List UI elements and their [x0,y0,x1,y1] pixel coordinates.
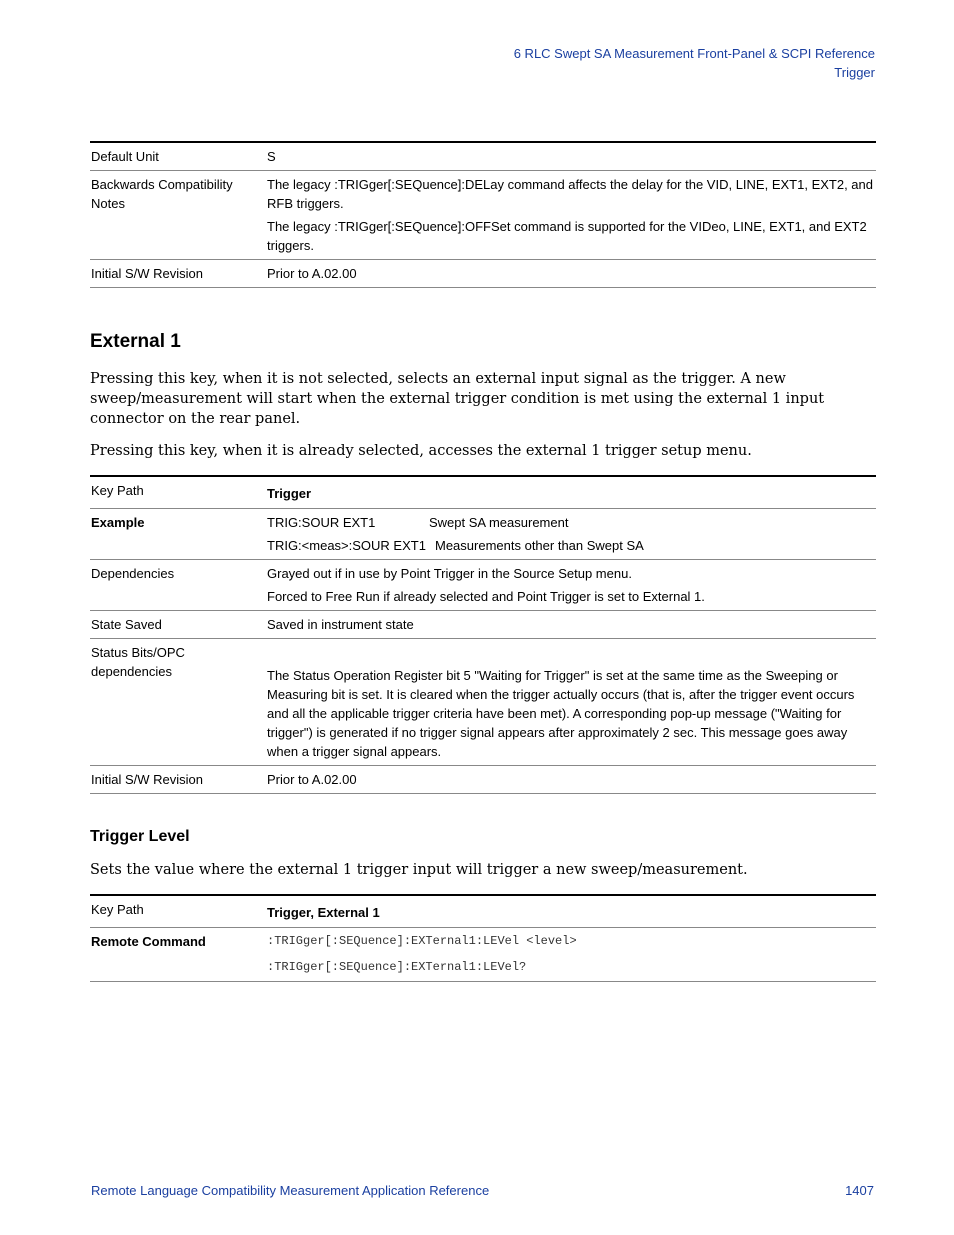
table-row [90,928,876,982]
row-value [266,509,876,560]
value-text: The Status Operation Register bit 5 "Waiting for Trigger" is set at the same time as the Sweeping or Measuring bit is set. It is cleared when the trigger actually occurs (that is, after the trigger event occurs and all the applicable trigger criteria have been met). A corresponding pop-up message ("Waiting for trigger") is generated if no trigger signal appears after approximately 2 sec. This message goes away when a trigger signal appears. [267,668,855,759]
remote-query: :TRIGger[:SEQuence]:EXTernal1:LEVel? [267,960,527,974]
row-label: Backwards Compatibility Notes [90,171,266,260]
page-number: 1407 [845,1183,874,1198]
row-value [266,260,876,288]
section-heading-external-1: External 1 [90,331,181,352]
row-label: Remote Command [90,928,266,982]
value-text: Forced to Free Run if already selected and Point Trigger is set to External 1. [267,589,705,604]
table-row [90,142,876,171]
example-command: TRIG:<meas>:SOUR EXT1 [267,538,426,553]
body-paragraph: Pressing this key, when it is already selected, accesses the external 1 trigger setup menu. [90,443,752,459]
row-label: Key Path [90,476,266,509]
row-label: Dependencies [90,560,266,611]
properties-table-3 [90,894,876,982]
example-line [267,536,874,555]
body-paragraph: Sets the value where the external 1 trigger input will trigger a new sweep/measurement. [90,862,748,878]
row-value: Saved in instrument state [266,611,876,639]
row-label: Default Unit [90,142,266,171]
table-row [90,509,876,560]
value-text: S [267,149,276,164]
row-value [266,928,876,982]
value-text: The legacy :TRIGger[:SEQuence]:OFFSet command is supported for the VIDeo, LINE, EXT1, and EXT2 triggers. [267,219,867,253]
example-line [267,513,874,532]
row-value [266,639,876,766]
row-label: Initial S/W Revision [90,766,266,794]
remote-command: :TRIGger[:SEQuence]:EXTernal1:LEVel <level> [267,934,577,948]
properties-table-1 [90,141,876,288]
row-value [266,560,876,611]
properties-table-2 [90,475,876,794]
table-row [90,476,876,509]
value-text: Grayed out if in use by Point Trigger in the Source Setup menu. [267,566,632,581]
example-description: Swept SA measurement [429,515,569,530]
footer-title: Remote Language Compatibility Measurement Application Reference [91,1183,490,1198]
row-label: Initial S/W Revision [90,260,266,288]
value-text: Prior to A.02.00 [267,266,357,281]
table-row [90,260,876,288]
row-value: Prior to A.02.00 [266,766,876,794]
value-text: The legacy :TRIGger[:SEQuence]:DELay command affects the delay for the VID, LINE, EXT1, EXT2, and RFB triggers. [267,177,873,211]
table-row [90,766,876,794]
row-label: Status Bits/OPC dependencies [90,639,266,766]
row-value [266,171,876,260]
example-description: Measurements other than Swept SA [435,538,644,553]
row-label: Example [90,509,266,560]
header-section: Trigger [834,65,875,80]
row-label: State Saved [90,611,266,639]
body-paragraph: Pressing this key, when it is not selected, selects an external input signal as the trigger. A new sweep/measurement will start when the external trigger condition is met using the external 1 input connector on the rear panel. [90,371,825,427]
example-command: TRIG:SOUR EXT1 [267,515,376,530]
header-chapter: 6 RLC Swept SA Measurement Front-Panel & SCPI Reference [513,46,875,61]
section-heading-trigger-level: Trigger Level [90,828,190,845]
table-row [90,611,876,639]
key-path-value: Trigger [266,476,876,509]
table-row [90,171,876,260]
table-row [90,560,876,611]
key-path-value: Trigger, External 1 [266,895,876,928]
row-value [266,142,876,171]
running-header [514,44,875,82]
row-label: Key Path [90,895,266,928]
table-row [90,895,876,928]
table-row [90,639,876,766]
